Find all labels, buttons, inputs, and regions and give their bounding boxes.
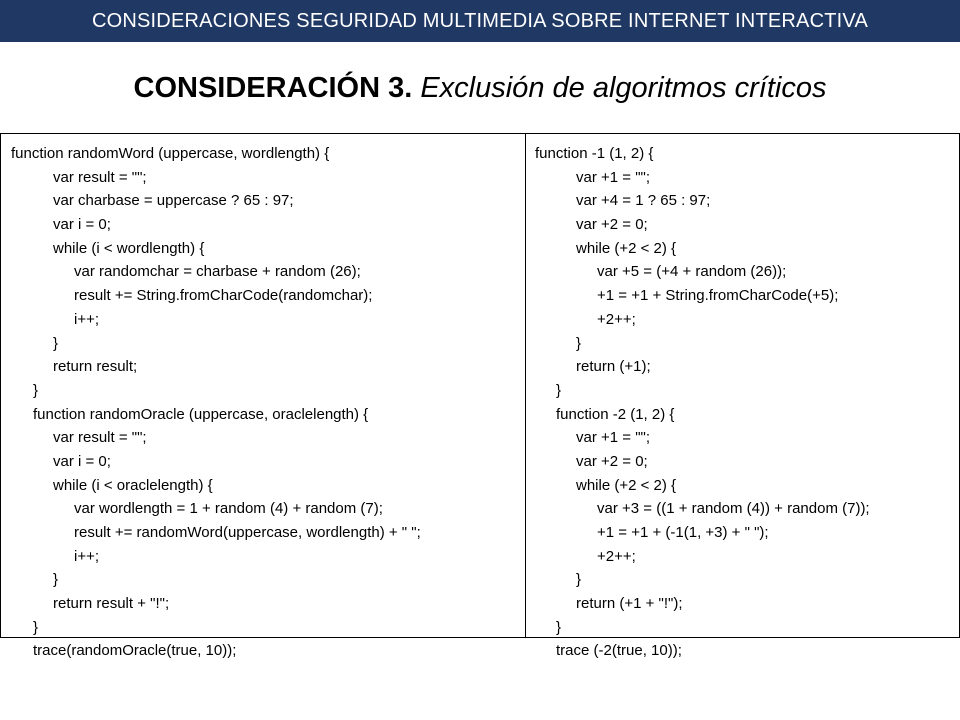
- original-code-line: var i = 0;: [53, 452, 111, 470]
- obfuscated-code-line: +2++;: [597, 547, 636, 565]
- original-code-line: i++;: [74, 310, 100, 328]
- original-code-line: trace(randomOracle(true, 10));: [33, 642, 237, 660]
- original-code-line: return result + "!";: [53, 595, 170, 613]
- original-code-line: var result = "";: [53, 429, 147, 447]
- obfuscated-code-line: }: [556, 381, 562, 399]
- obfuscated-code-line: var +4 = 1 ? 65 : 97;: [576, 192, 711, 210]
- header-text: CONSIDERACIONES SEGURIDAD MULTIMEDIA SOBRE INTERNET INTERACTIVA: [91, 10, 869, 32]
- obfuscated-code-line: return (+1 + "!");: [576, 595, 683, 613]
- original-code-line: }: [53, 571, 59, 589]
- obfuscated-code-line: function -2 (1, 2) {: [556, 405, 675, 423]
- original-code-line: function randomWord (uppercase, wordlength) {: [11, 145, 330, 162]
- obfuscated-code-lines: [526, 142, 959, 663]
- obfuscated-code-line: var +5 = (+4 + random (26));: [597, 263, 787, 281]
- obfuscated-code-line: }: [576, 334, 582, 352]
- obfuscated-code-line: var +3 = ((1 + random (4)) + random (7));: [597, 500, 870, 518]
- original-code-line: result += String.fromCharCode(randomchar);: [74, 287, 373, 305]
- original-code-line: var wordlength = 1 + random (4) + random (7);: [74, 500, 383, 518]
- original-code-line: }: [33, 381, 39, 399]
- title-bold-part: CONSIDERACIÓN 3.: [133, 72, 413, 104]
- obfuscated-code-line: }: [576, 571, 582, 589]
- original-code-line: var charbase = uppercase ? 65 : 97;: [53, 192, 294, 210]
- obfuscated-code-line: +1 = +1 + (-1(1, +3) + " ");: [597, 524, 769, 541]
- obfuscated-code-line: return (+1);: [576, 358, 651, 376]
- obfuscated-code-line: var +1 = "";: [576, 168, 651, 186]
- obfuscated-code-line: +1 = +1 + String.fromCharCode(+5);: [597, 287, 839, 305]
- obfuscated-code-line: trace (-2(true, 10));: [556, 642, 682, 660]
- obfuscated-code-line: while (+2 < 2) {: [576, 239, 677, 257]
- original-code-line: function randomOracle (uppercase, oraclelength) {: [33, 405, 369, 423]
- original-code-line: result += randomWord(uppercase, wordlength) + " ";: [74, 524, 421, 541]
- original-code-line: var result = "";: [53, 168, 147, 186]
- slide-title: [0, 68, 960, 108]
- original-code-line: var i = 0;: [53, 216, 111, 234]
- original-code-line: i++;: [74, 547, 100, 565]
- obfuscated-code-line: var +2 = 0;: [576, 452, 648, 470]
- original-code-lines: [1, 142, 525, 663]
- obfuscated-code-column: [526, 134, 959, 660]
- obfuscated-code-line: function -1 (1, 2) {: [535, 145, 654, 162]
- obfuscated-code-line: var +2 = 0;: [576, 216, 648, 234]
- original-code-line: var randomchar = charbase + random (26);: [74, 263, 361, 281]
- code-comparison-table: [0, 133, 960, 660]
- obfuscated-code-line: while (+2 < 2) {: [576, 476, 677, 494]
- obfuscated-code-line: +2++;: [597, 310, 636, 328]
- title-italic-part: Exclusión de algoritmos críticos: [420, 72, 827, 104]
- header-bar: [0, 0, 960, 42]
- original-code-line: while (i < oraclelength) {: [53, 476, 213, 494]
- original-code-line: while (i < wordlength) {: [53, 239, 205, 257]
- obfuscated-code-line: var +1 = "";: [576, 429, 651, 447]
- original-code-line: }: [53, 334, 59, 352]
- original-code-column: [1, 134, 526, 660]
- original-code-line: }: [33, 618, 39, 636]
- original-code-line: return result;: [53, 358, 138, 376]
- obfuscated-code-line: }: [556, 618, 562, 636]
